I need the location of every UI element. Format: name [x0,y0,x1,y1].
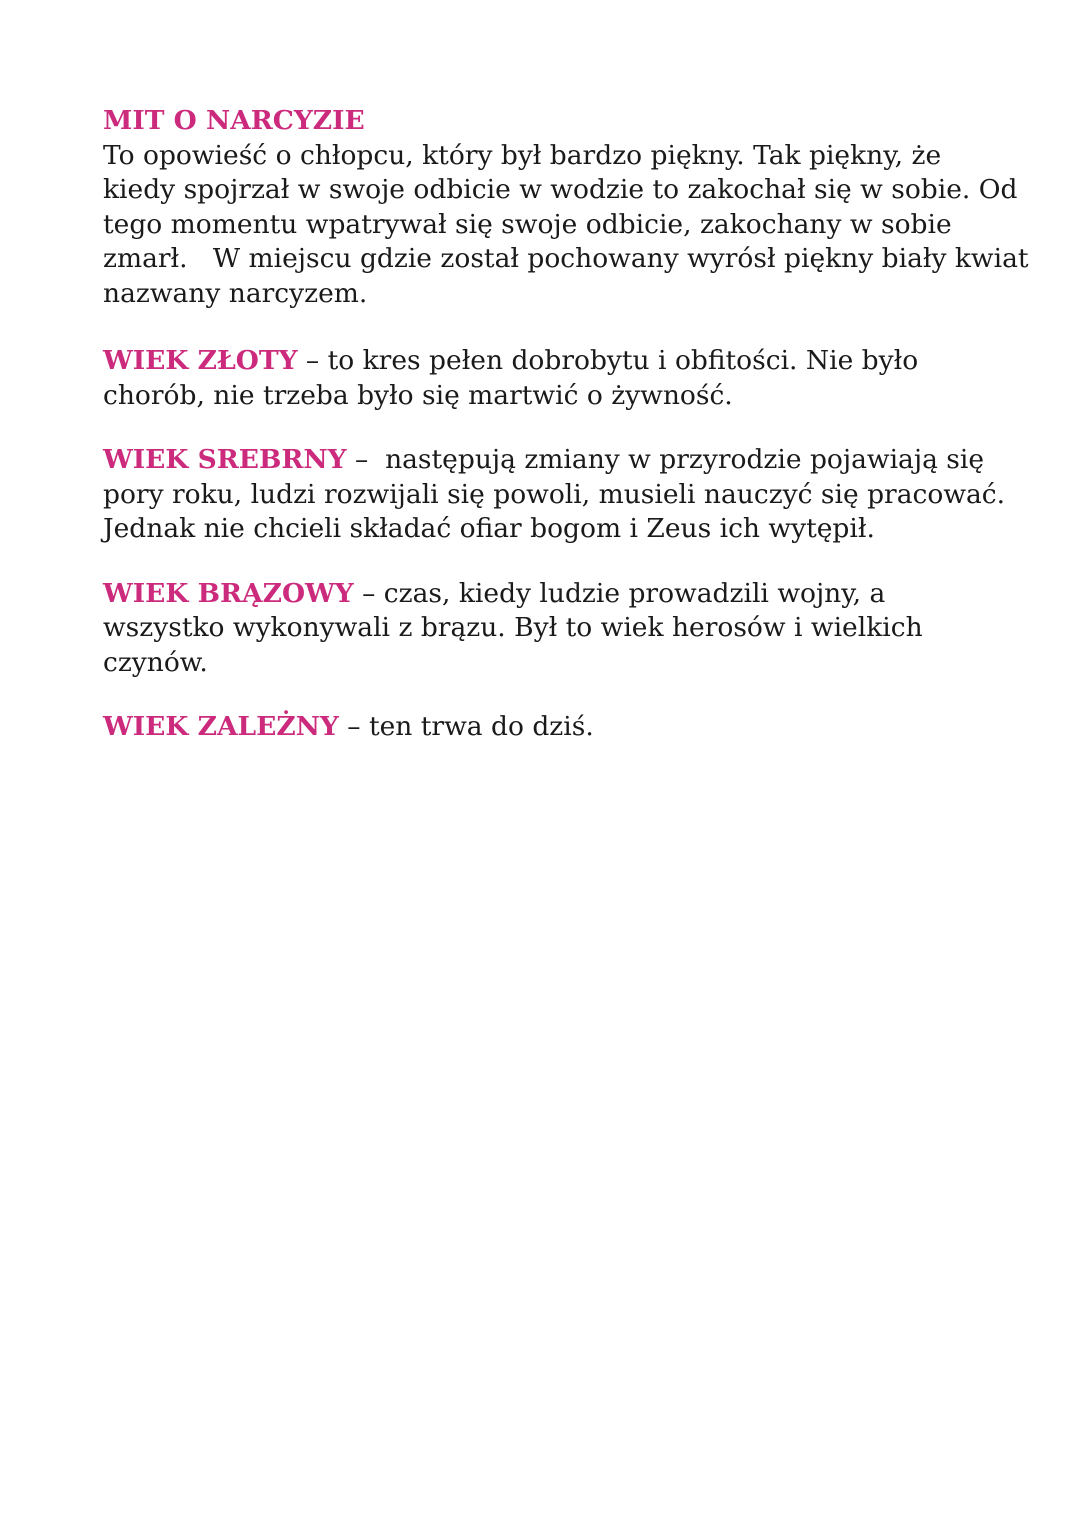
document-content [103,104,1029,775]
dependent-age-text-1: – ten trwa do dziś. [338,711,594,742]
narcissus-section [103,104,1029,311]
golden-age-text-1: – to kres pełen dobrobytu i obfitości. Nie było [297,345,919,376]
silver-age-first-line [103,443,1003,478]
narcissus-line-1: To opowieść o chłopcu, który był bardzo piękny. Tak piękny, że [103,139,942,171]
bronze-age-text-3: czynów. [103,646,208,678]
bronze-age-first-line [103,577,1003,612]
narcissus-line-2: kiedy spojrzał w swoje odbicie w wodzie to zakochał się w sobie. Od [103,174,1018,205]
golden-age-heading: WIEK ZŁOTY [103,345,298,376]
silver-age-text-3: Jednak nie chcieli składać ofiar bogom i Zeus ich wytępił. [103,513,875,544]
dependent-age-first-line [103,710,1003,745]
bronze-age-text-1: – czas, kiedy ludzie prowadzili wojny, a [353,577,886,609]
silver-age-heading: WIEK SREBRNY [103,444,347,475]
bronze-age-heading: WIEK BRĄZOWY [103,577,354,609]
bronze-age-text-2: wszystko wykonywali z brązu. Był to wiek herosów i wielkich [103,612,923,643]
narcissus-line-3: tego momentu wpatrywał się swoje odbicie, zakochany w sobie [103,208,952,240]
silver-age-text-1: – następują zmiany w przyrodzie pojawiają się [346,444,985,475]
dependent-age-heading: WIEK ZALEŻNY [103,711,339,742]
bronze-age-section [103,577,1003,681]
narcissus-line-4: zmarł. W miejscu gdzie został pochowany wyrósł piękny biały kwiat [103,243,1029,274]
dependent-age-section [103,710,1003,745]
golden-age-section [103,344,1003,413]
narcissus-heading: MIT O NARCYZIE [103,105,365,136]
silver-age-text-2: pory roku, ludzi rozwijali się powoli, musieli nauczyć się pracować. [103,478,1006,510]
narcissus-line-5: nazwany narcyzem. [103,277,368,309]
golden-age-text-2: chorób, nie trzeba było się martwić o żywność. [103,379,733,411]
golden-age-first-line [103,344,1003,379]
silver-age-section [103,443,1006,547]
